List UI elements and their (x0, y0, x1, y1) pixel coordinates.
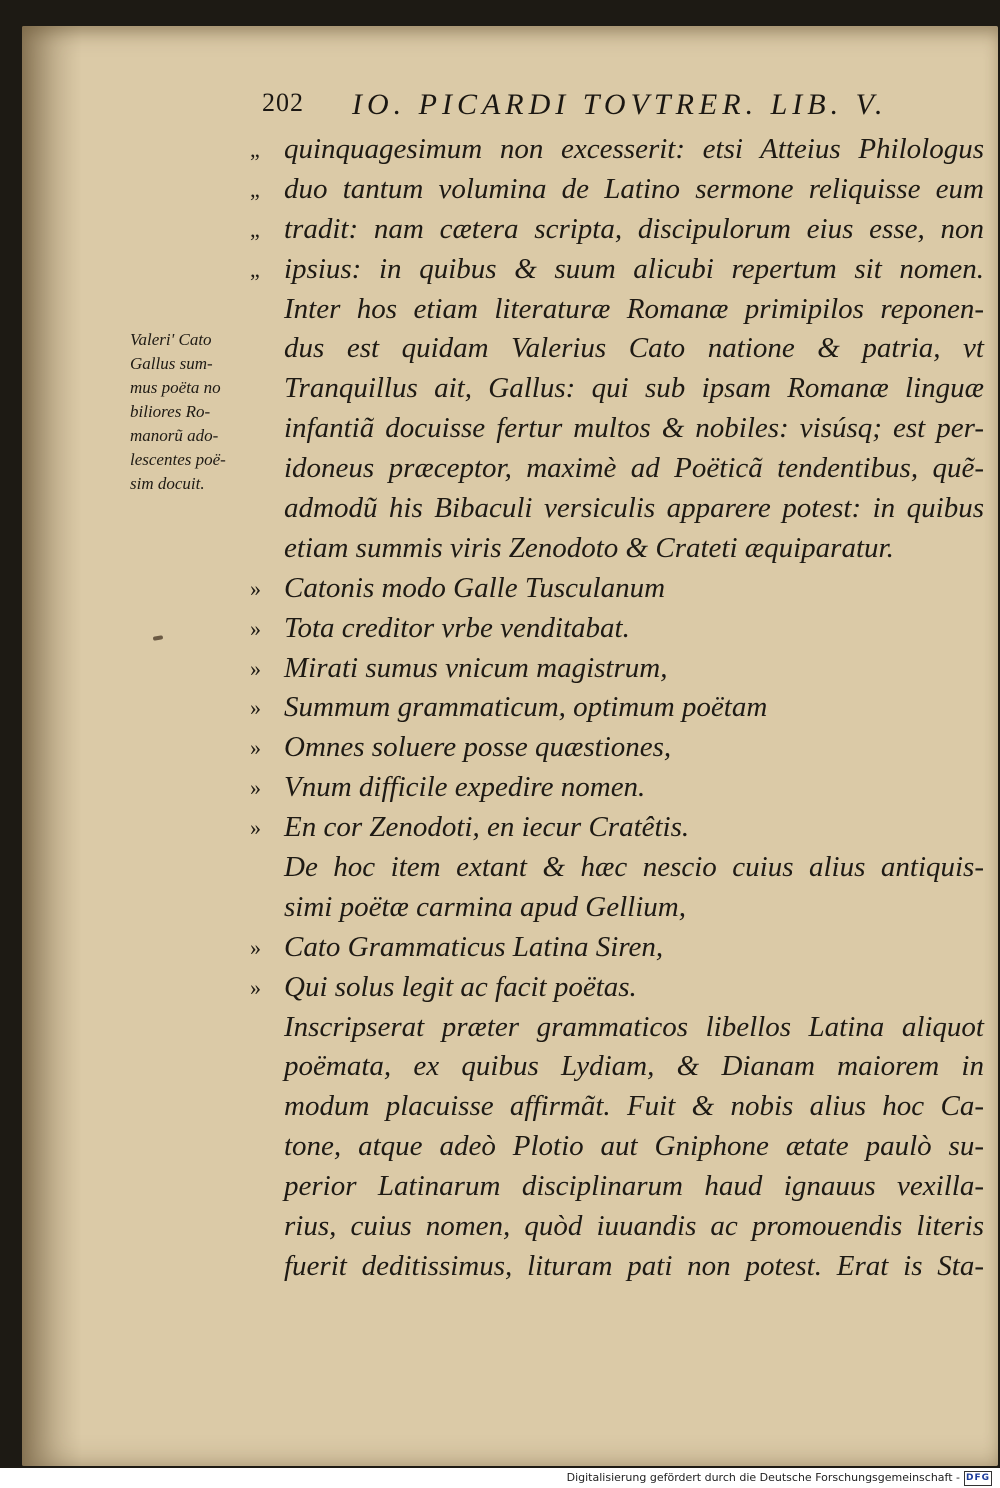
marginal-note-line: mus poëta no (130, 378, 221, 397)
text-line (250, 928, 1000, 968)
quote-mark: » (250, 575, 261, 601)
line-text: rius, cuius nomen, quòd iuuandis ac promouendis literis (284, 1210, 984, 1243)
page-header (262, 88, 962, 128)
text-line (250, 210, 1000, 250)
body-text (250, 130, 1000, 1287)
line-text: Catonis modo Galle Tusculanum (284, 571, 666, 604)
line-text: Mirati sumus vnicum magistrum, (284, 651, 668, 684)
line-text: modum placuisse affirmãt. Fuit & nobis alius hoc Ca- (284, 1090, 984, 1123)
text-line (250, 170, 1000, 210)
line-text: dus est quidam Valerius Cato natione & patria, vt (284, 332, 984, 365)
text-line (250, 449, 1000, 489)
line-text: admodũ his Bibaculi versiculis apparere potest: in quibus (284, 492, 984, 525)
text-line (250, 688, 1000, 728)
text-line (250, 808, 1000, 848)
running-title: IO. PICARDI TOVTRER. LIB. V. (352, 88, 888, 121)
quote-mark: » (250, 815, 261, 841)
line-text: infantiã docuisse fertur multos & nobiles: visúsq; est per- (284, 412, 984, 445)
text-line (250, 728, 1000, 768)
text-line (250, 1047, 1000, 1087)
marginal-note-line: lescentes poë- (130, 450, 226, 469)
line-text: Tota creditor vrbe venditabat. (284, 611, 630, 644)
text-line (250, 369, 1000, 409)
line-text: tone, atque adeò Plotio aut Gniphone ætate paulò su- (284, 1130, 984, 1163)
text-line (250, 250, 1000, 290)
dfg-logo: DFG (964, 1471, 992, 1486)
line-text: Vnum difficile expedire nomen. (284, 771, 646, 804)
text-line (250, 1087, 1000, 1127)
text-line (250, 569, 1000, 609)
footer-bar (0, 1468, 1000, 1488)
line-text: Tranquillus ait, Gallus: qui sub ipsam Romanæ linguæ (284, 372, 984, 405)
text-line (250, 489, 1000, 529)
quote-mark: » (250, 655, 261, 681)
text-line (250, 1247, 1000, 1287)
quote-mark: „ (250, 256, 260, 282)
quote-mark: » (250, 615, 261, 641)
line-text: En cor Zenodoti, en iecur Cratêtis. (284, 811, 690, 844)
text-line (250, 968, 1000, 1008)
line-text: Inter hos etiam literaturæ Romanæ primipilos reponen- (284, 292, 984, 325)
text-line (250, 409, 1000, 449)
quote-mark: » (250, 974, 261, 1000)
quote-mark: „ (250, 216, 260, 242)
marginal-note (130, 328, 250, 496)
text-line (250, 329, 1000, 369)
line-text: Inscripserat præter grammaticos libellos Latina aliquot (284, 1010, 984, 1043)
page-number: 202 (262, 88, 304, 117)
marginal-note-line: Valeri' Cato (130, 330, 212, 349)
line-text: De hoc item extant & hæc nescio cuius alius antiquis- (284, 851, 984, 884)
quote-mark: » (250, 775, 261, 801)
book-page (22, 26, 998, 1466)
text-line (250, 848, 1000, 888)
text-line (250, 130, 1000, 170)
line-text: etiam summis viris Zenodoto & Crateti æquiparatur. (284, 531, 894, 564)
text-line (250, 1167, 1000, 1207)
marginal-note-line: biliores Ro- (130, 402, 211, 421)
line-text: simi poëtæ carmina apud Gellium, (284, 890, 686, 923)
quote-mark: „ (250, 137, 260, 162)
ink-mark (153, 635, 164, 641)
line-text: Cato Grammaticus Latina Siren, (284, 930, 664, 963)
text-line (250, 649, 1000, 689)
text-line (250, 529, 1000, 569)
line-text: duo tantum volumina de Latino sermone reliquisse eum (284, 172, 984, 205)
line-text: fuerit deditissimus, lituram pati non potest. Erat is Sta- (284, 1249, 984, 1282)
quote-mark: » (250, 934, 261, 960)
line-text: tradit: nam cætera scripta, discipulorum eius esse, non (284, 212, 984, 245)
text-line (250, 609, 1000, 649)
text-line (250, 1127, 1000, 1167)
text-line (250, 1008, 1000, 1048)
line-text: perior Latinarum disciplinarum haud ignauus vexilla- (284, 1170, 984, 1203)
text-line (250, 290, 1000, 330)
marginal-note-line: manorũ ado- (130, 426, 219, 445)
line-text: poëmata, ex quibus Lydiam, & Dianam maiorem in (284, 1050, 984, 1083)
quote-mark: „ (250, 176, 260, 202)
quote-mark: » (250, 735, 261, 761)
line-text: ipsius: in quibus & suum alicubi repertum sit nomen. (284, 252, 984, 285)
marginal-note-line: Gallus sum- (130, 354, 213, 373)
marginal-note-line: sim docuit. (130, 474, 205, 493)
text-line (250, 768, 1000, 808)
text-line (250, 888, 1000, 928)
funding-credit: Digitalisierung gefördert durch die Deutsche Forschungsgemeinschaft - (566, 1471, 960, 1484)
line-text: Omnes soluere posse quæstiones, (284, 731, 672, 764)
text-line (250, 1207, 1000, 1247)
line-text: Qui solus legit ac facit poëtas. (284, 970, 637, 1003)
line-text: idoneus præceptor, maximè ad Poëticã tendentibus, quẽ- (284, 452, 984, 485)
line-text: Summum grammaticum, optimum poëtam (284, 691, 768, 724)
line-text: quinquagesimum non excesserit: etsi Atteius Philologus (284, 133, 984, 165)
quote-mark: » (250, 695, 261, 721)
